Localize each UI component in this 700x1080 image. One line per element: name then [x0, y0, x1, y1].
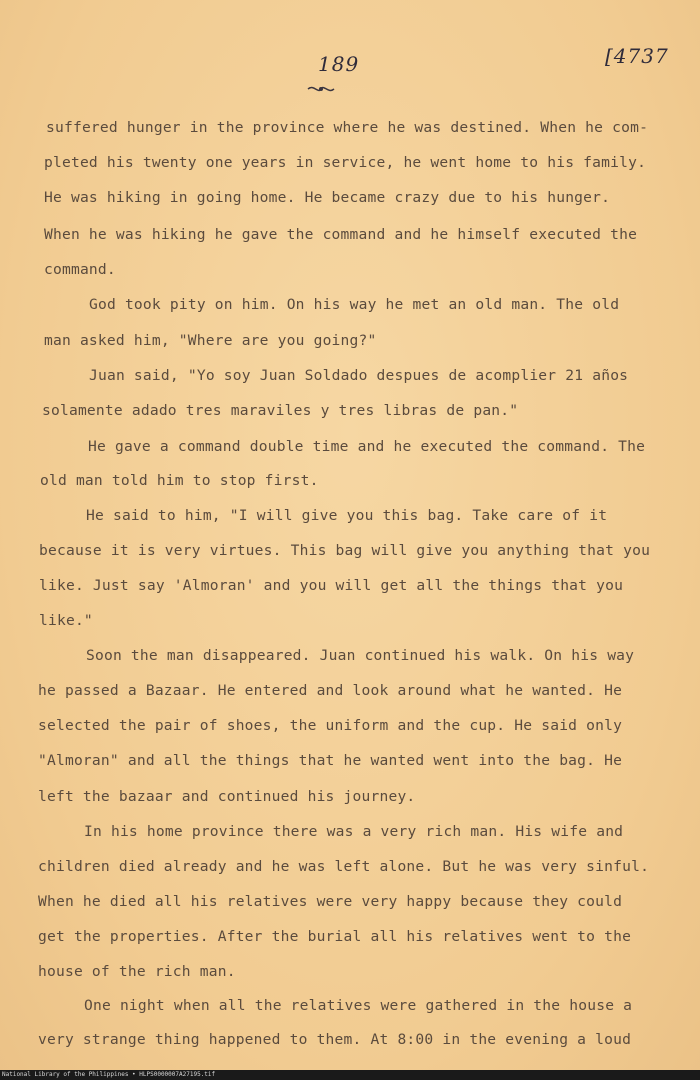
text-line: get the properties. After the burial all his relatives went to the	[38, 928, 632, 945]
text-line: pleted his twenty one years in service, he went home to his family.	[44, 154, 647, 171]
text-line: solamente adado tres maraviles y tres libras de pan."	[42, 402, 519, 419]
text-line: very strange thing happened to them. At 8:00 in the evening a loud	[38, 1031, 632, 1048]
text-line: children died already and he was left alone. But he was very sinful.	[38, 858, 650, 875]
text-line: like. Just say 'Almoran' and you will get all the things that you	[39, 577, 624, 594]
text-line: like."	[39, 612, 93, 629]
text-line: old man told him to stop first.	[40, 472, 319, 489]
text-line: When he was hiking he gave the command and he himself executed the	[44, 226, 638, 243]
text-line: When he died all his relatives were very happy because they could	[38, 893, 623, 910]
text-line: suffered hunger in the province where he was destined. When he com-	[46, 119, 649, 136]
text-line: left the bazaar and continued his journey.	[38, 788, 416, 805]
text-line: "Almoran" and all the things that he wanted went into the bag. He	[38, 752, 623, 769]
text-line: Soon the man disappeared. Juan continued his walk. On his way	[86, 647, 635, 664]
scan-footer-text: National Library of the Philippines • HLPS0000007A27195.tif	[2, 1071, 216, 1078]
ornament-flourish	[306, 82, 336, 96]
text-line: He said to him, "I will give you this bag. Take care of it	[86, 507, 608, 524]
text-line: In his home province there was a very rich man. His wife and	[84, 823, 624, 840]
text-line: house of the rich man.	[38, 963, 236, 980]
text-line: he passed a Bazaar. He entered and look around what he wanted. He	[38, 682, 623, 699]
text-line: because it is very virtues. This bag will give you anything that you	[39, 542, 651, 559]
text-line: He was hiking in going home. He became crazy due to his hunger.	[44, 189, 611, 206]
text-line: God took pity on him. On his way he met an old man. The old	[89, 296, 620, 313]
text-line: selected the pair of shoes, the uniform and the cup. He said only	[38, 717, 623, 734]
text-line: command.	[44, 261, 116, 278]
text-line: One night when all the relatives were gathered in the house a	[84, 997, 633, 1014]
text-line: He gave a command double time and he executed the command. The	[88, 438, 646, 455]
text-line: man asked him, "Where are you going?"	[44, 332, 377, 349]
text-line: Juan said, "Yo soy Juan Soldado despues de acomplier 21 años	[89, 367, 629, 384]
file-number: [4737	[605, 44, 669, 68]
page-number: 189	[318, 52, 360, 76]
